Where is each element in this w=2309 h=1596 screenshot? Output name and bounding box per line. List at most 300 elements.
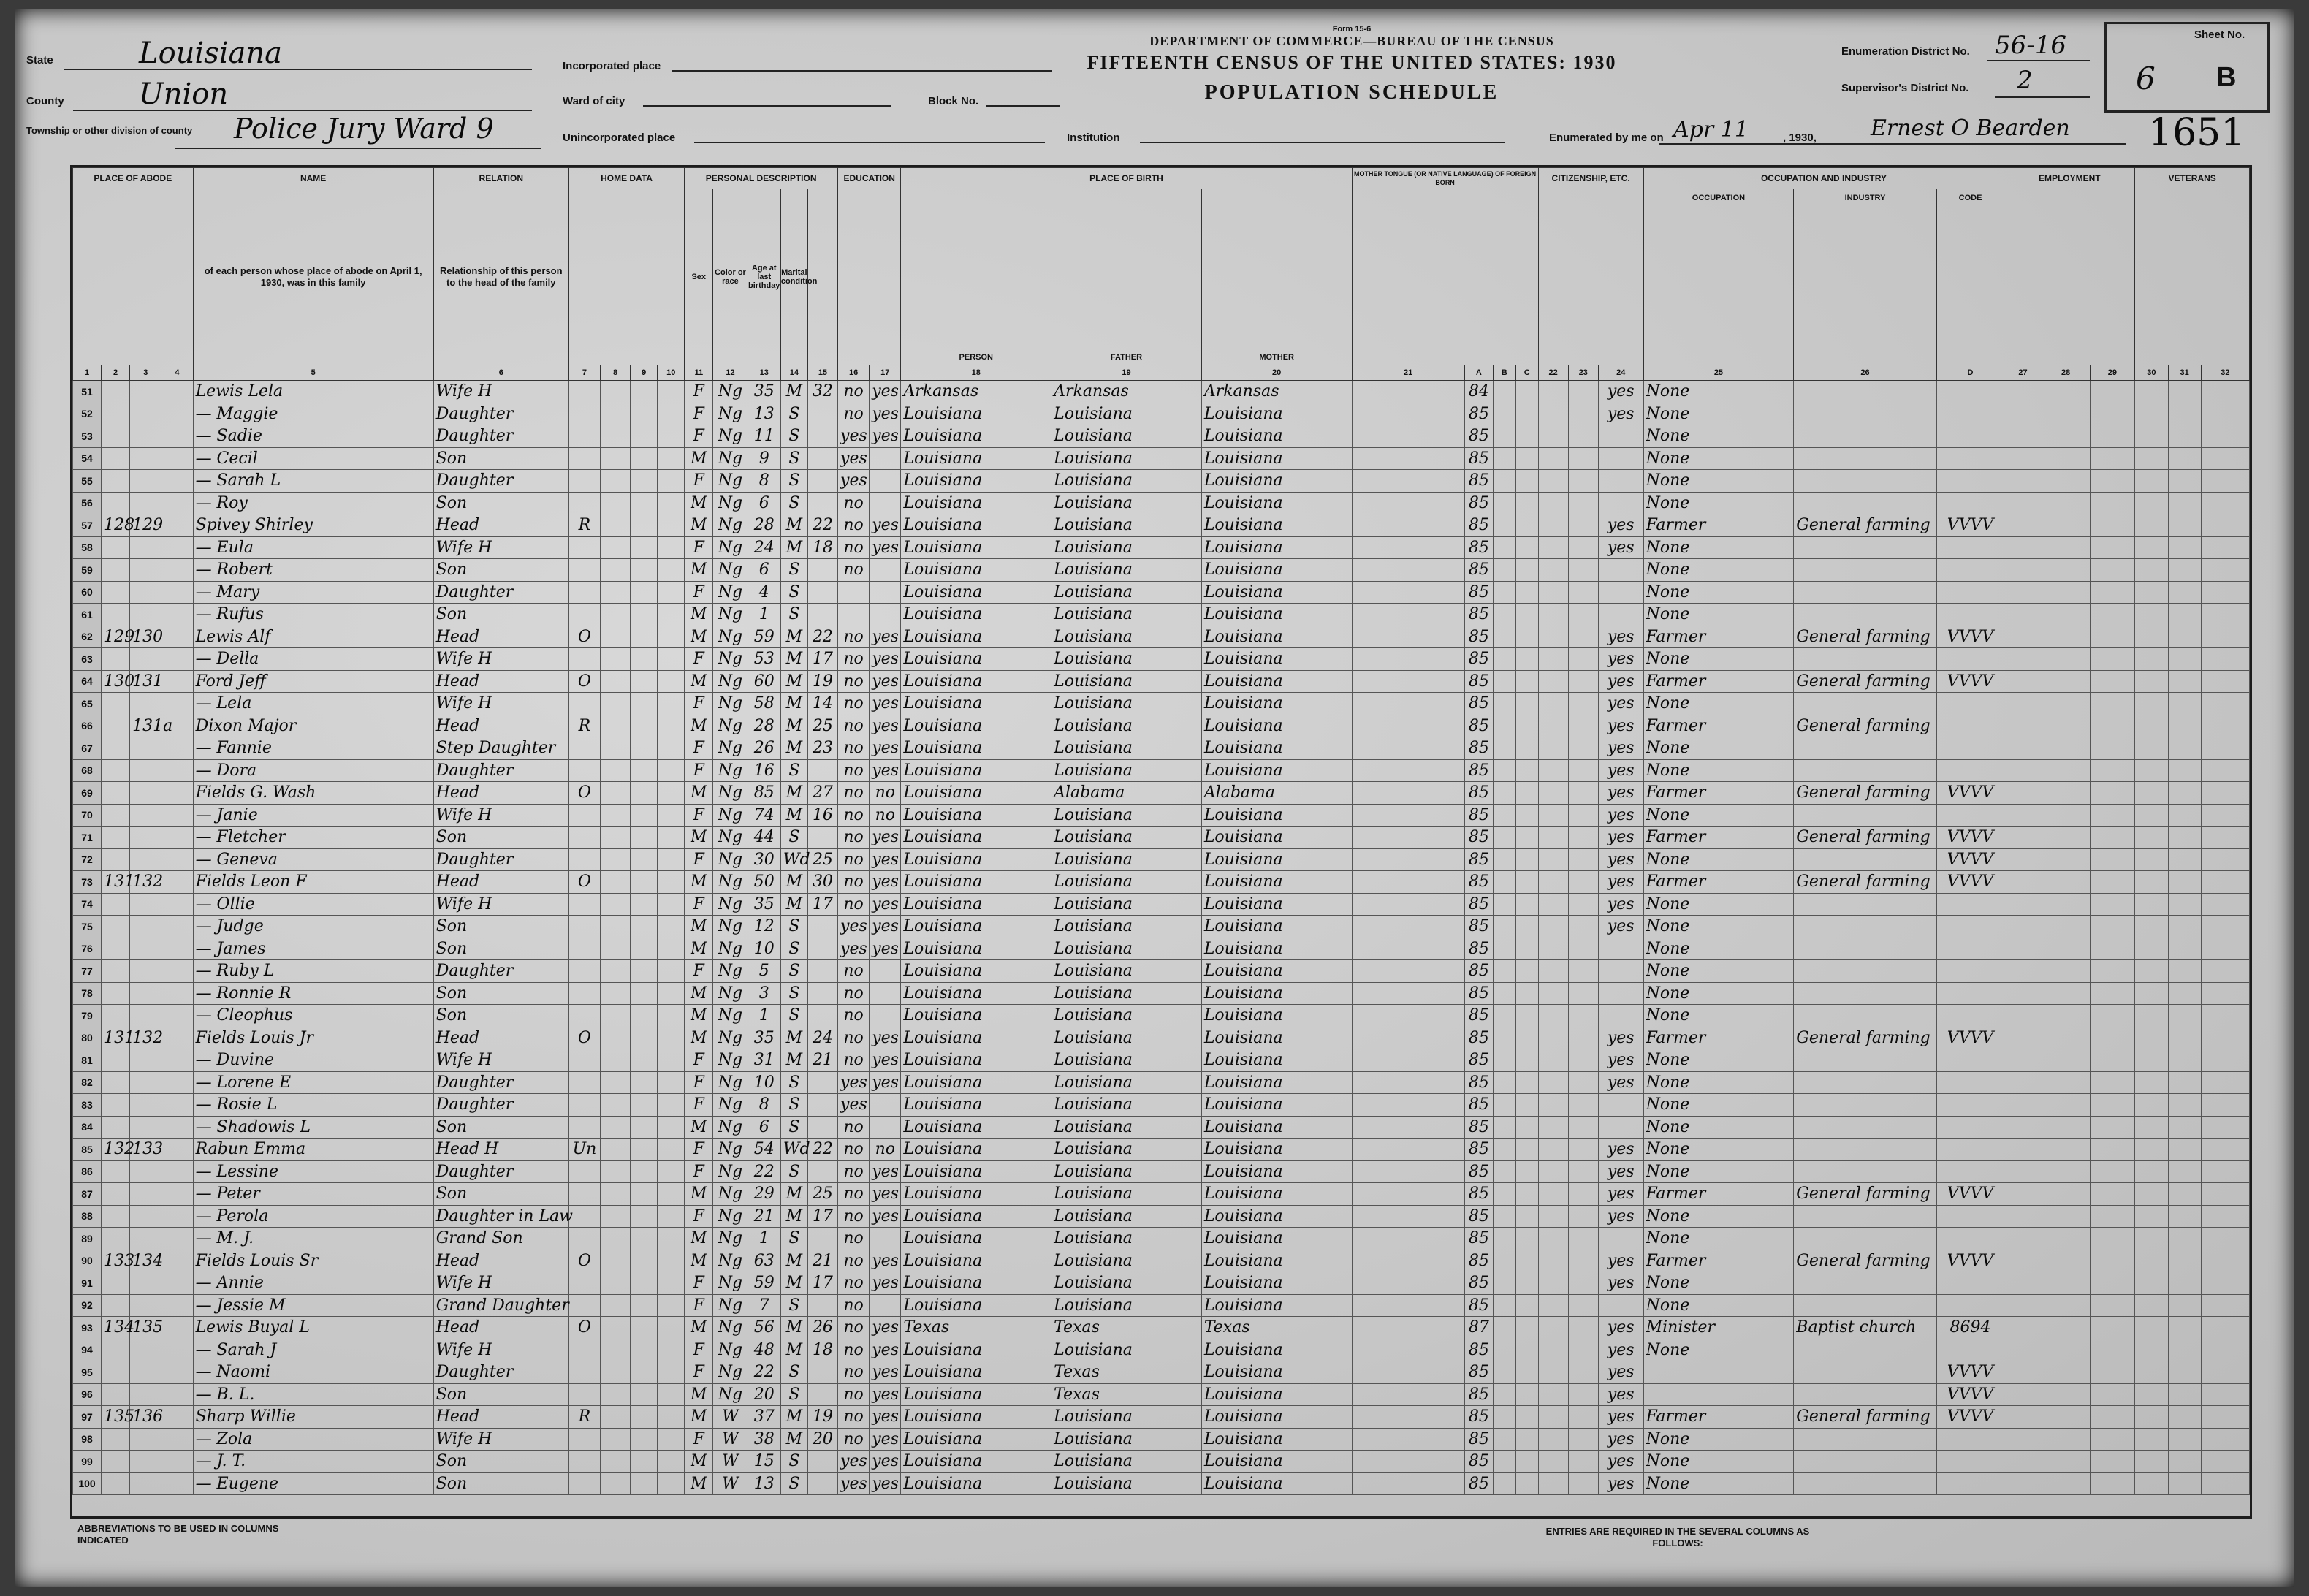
home-tenure: O bbox=[568, 1317, 600, 1340]
empty-cell bbox=[2090, 492, 2135, 514]
empty-cell bbox=[1352, 1205, 1464, 1228]
empty-cell bbox=[2168, 1027, 2201, 1049]
english-speaking: yes bbox=[1598, 626, 1643, 648]
empty-cell bbox=[631, 1228, 658, 1250]
empty-cell bbox=[1515, 1183, 1538, 1206]
industry bbox=[1794, 1071, 1936, 1094]
family-number bbox=[130, 1205, 161, 1228]
table-row bbox=[73, 514, 2250, 537]
age-at-marriage: 26 bbox=[807, 1317, 837, 1340]
marital-status: M bbox=[780, 626, 807, 648]
age-at-marriage: 19 bbox=[807, 1406, 837, 1429]
empty-cell bbox=[2042, 381, 2090, 403]
birthplace-mother: Louisiana bbox=[1201, 559, 1352, 582]
empty-cell bbox=[2168, 536, 2201, 559]
line-number: 90 bbox=[73, 1250, 102, 1272]
can-read-write bbox=[870, 447, 901, 470]
home-tenure: R bbox=[568, 1406, 600, 1429]
empty-cell bbox=[161, 1250, 193, 1272]
sex: M bbox=[685, 670, 713, 693]
sex: F bbox=[685, 960, 713, 983]
person-name: — Annie bbox=[193, 1272, 433, 1295]
home-tenure: O bbox=[568, 871, 600, 894]
empty-cell bbox=[1515, 1205, 1538, 1228]
empty-cell bbox=[631, 470, 658, 493]
empty-cell bbox=[2090, 826, 2135, 849]
race: Ng bbox=[713, 759, 748, 782]
line-number: 65 bbox=[73, 693, 102, 715]
empty-cell bbox=[658, 604, 685, 626]
sex: F bbox=[685, 737, 713, 760]
empty-cell bbox=[1493, 1049, 1515, 1072]
dwelling-number bbox=[102, 559, 130, 582]
empty-cell bbox=[2004, 782, 2042, 805]
empty-cell bbox=[2004, 1228, 2042, 1250]
race: W bbox=[713, 1451, 748, 1473]
can-read-write: yes bbox=[870, 381, 901, 403]
empty-cell bbox=[601, 848, 631, 871]
empty-cell bbox=[2201, 581, 2249, 604]
sex: M bbox=[685, 938, 713, 960]
empty-cell bbox=[2042, 492, 2090, 514]
birthplace-person: Louisiana bbox=[901, 492, 1051, 514]
family-number bbox=[130, 581, 161, 604]
marital-status: S bbox=[780, 960, 807, 983]
birthplace-code: 85 bbox=[1464, 1183, 1493, 1206]
column-number: C bbox=[1515, 365, 1538, 381]
can-read-write: yes bbox=[870, 1361, 901, 1384]
empty-cell bbox=[658, 1406, 685, 1429]
stamp-number: 1651 bbox=[2148, 111, 2245, 155]
relation: Daughter bbox=[433, 1094, 568, 1117]
home-tenure: Un bbox=[568, 1139, 600, 1161]
empty-cell bbox=[1568, 1361, 1598, 1384]
age-at-marriage: 17 bbox=[807, 893, 837, 916]
table-row bbox=[73, 1116, 2250, 1139]
empty-cell bbox=[2004, 893, 2042, 916]
column-number: 10 bbox=[658, 365, 685, 381]
empty-cell bbox=[1538, 1428, 1568, 1451]
empty-cell bbox=[2042, 1183, 2090, 1206]
empty-cell bbox=[601, 871, 631, 894]
person-name: — Perola bbox=[193, 1205, 433, 1228]
race: Ng bbox=[713, 1317, 748, 1340]
table-row bbox=[73, 1339, 2250, 1361]
marital-status: S bbox=[780, 604, 807, 626]
empty-cell bbox=[2135, 536, 2168, 559]
empty-cell bbox=[2042, 916, 2090, 938]
school-attendance: no bbox=[838, 1116, 870, 1139]
relation: Grand Daughter bbox=[433, 1294, 568, 1317]
empty-cell bbox=[1493, 848, 1515, 871]
birthplace-mother: Louisiana bbox=[1201, 1339, 1352, 1361]
birthplace-mother: Louisiana bbox=[1201, 1116, 1352, 1139]
empty-cell bbox=[2168, 916, 2201, 938]
block-label: Block No. bbox=[928, 95, 979, 107]
line-number: 98 bbox=[73, 1428, 102, 1451]
abode-subheaders bbox=[73, 189, 194, 365]
empty-cell bbox=[161, 893, 193, 916]
empty-cell bbox=[601, 1049, 631, 1072]
census-title: FIFTEENTH CENSUS OF THE UNITED STATES: 1930 bbox=[1087, 52, 1617, 73]
group-mother-tongue: MOTHER TONGUE (OR NATIVE LANGUAGE) OF FOREIGN BORN bbox=[1352, 168, 1538, 189]
birthplace-code: 85 bbox=[1464, 1406, 1493, 1429]
table-row bbox=[73, 1049, 2250, 1072]
empty-cell bbox=[2042, 737, 2090, 760]
age: 6 bbox=[748, 1116, 780, 1139]
industry bbox=[1794, 982, 1936, 1005]
relation: Wife H bbox=[433, 893, 568, 916]
table-row bbox=[73, 715, 2250, 737]
dwelling-number bbox=[102, 916, 130, 938]
empty-cell bbox=[1538, 381, 1568, 403]
empty-cell bbox=[2004, 381, 2042, 403]
age-at-marriage: 22 bbox=[807, 514, 837, 537]
school-attendance: no bbox=[838, 893, 870, 916]
home-tenure bbox=[568, 648, 600, 671]
empty-cell bbox=[631, 960, 658, 983]
age-at-marriage bbox=[807, 960, 837, 983]
person-name: — M. J. bbox=[193, 1228, 433, 1250]
enum-district-value: 56-16 bbox=[1995, 31, 2067, 60]
empty-cell bbox=[601, 514, 631, 537]
empty-cell bbox=[631, 1205, 658, 1228]
age-at-marriage: 21 bbox=[807, 1250, 837, 1272]
empty-cell bbox=[2168, 759, 2201, 782]
dwelling-number bbox=[102, 715, 130, 737]
sex: F bbox=[685, 1294, 713, 1317]
empty-cell bbox=[161, 848, 193, 871]
column-number: D bbox=[1936, 365, 2004, 381]
empty-cell bbox=[2004, 1160, 2042, 1183]
empty-cell bbox=[631, 1451, 658, 1473]
empty-cell bbox=[1352, 1428, 1464, 1451]
empty-cell bbox=[1352, 916, 1464, 938]
relation: Son bbox=[433, 826, 568, 849]
english-speaking: yes bbox=[1598, 381, 1643, 403]
age-header: Age at last birthday bbox=[748, 189, 780, 365]
industry bbox=[1794, 1472, 1936, 1495]
relation: Head bbox=[433, 1317, 568, 1340]
person-name: — Sadie bbox=[193, 425, 433, 448]
marital-status: M bbox=[780, 1406, 807, 1429]
person-name: Dixon Major bbox=[193, 715, 433, 737]
birthplace-mother: Alabama bbox=[1201, 782, 1352, 805]
empty-cell bbox=[1538, 1406, 1568, 1429]
sex: F bbox=[685, 470, 713, 493]
empty-cell bbox=[1568, 826, 1598, 849]
marital-status: S bbox=[780, 470, 807, 493]
line-number: 94 bbox=[73, 1339, 102, 1361]
empty-cell bbox=[2201, 1205, 2249, 1228]
age: 16 bbox=[748, 759, 780, 782]
occupation-code bbox=[1936, 1049, 2004, 1072]
empty-cell bbox=[1515, 1094, 1538, 1117]
race: Ng bbox=[713, 604, 748, 626]
race: Ng bbox=[713, 715, 748, 737]
empty-cell bbox=[1352, 381, 1464, 403]
table-row bbox=[73, 470, 2250, 493]
age-at-marriage: 22 bbox=[807, 626, 837, 648]
empty-cell bbox=[161, 1317, 193, 1340]
birthplace-person: Louisiana bbox=[901, 893, 1051, 916]
can-read-write: yes bbox=[870, 1027, 901, 1049]
empty-cell bbox=[1352, 1361, 1464, 1384]
empty-cell bbox=[1493, 1160, 1515, 1183]
relation: Son bbox=[433, 938, 568, 960]
family-number bbox=[130, 1361, 161, 1384]
empty-cell bbox=[658, 1183, 685, 1206]
line-number: 88 bbox=[73, 1205, 102, 1228]
empty-cell bbox=[1352, 1228, 1464, 1250]
person-name: — Robert bbox=[193, 559, 433, 582]
column-number-row bbox=[73, 365, 2250, 381]
can-read-write: no bbox=[870, 804, 901, 826]
dwelling-number bbox=[102, 759, 130, 782]
empty-cell bbox=[1515, 470, 1538, 493]
column-number: 15 bbox=[807, 365, 837, 381]
block-line bbox=[986, 105, 1060, 107]
empty-cell bbox=[631, 916, 658, 938]
marital-status: S bbox=[780, 826, 807, 849]
line-number: 79 bbox=[73, 1005, 102, 1027]
empty-cell bbox=[2135, 1116, 2168, 1139]
empty-cell bbox=[631, 1094, 658, 1117]
age: 85 bbox=[748, 782, 780, 805]
birthplace-person: Louisiana bbox=[901, 1339, 1051, 1361]
empty-cell bbox=[601, 1205, 631, 1228]
birthplace-person: Louisiana bbox=[901, 425, 1051, 448]
empty-cell bbox=[1493, 715, 1515, 737]
empty-cell bbox=[1538, 1183, 1568, 1206]
home-tenure bbox=[568, 938, 600, 960]
age-at-marriage: 14 bbox=[807, 693, 837, 715]
empty-cell bbox=[631, 1294, 658, 1317]
marital-status: S bbox=[780, 403, 807, 425]
dwelling-number bbox=[102, 1183, 130, 1206]
relation: Grand Son bbox=[433, 1228, 568, 1250]
empty-cell bbox=[2042, 960, 2090, 983]
birthplace-person: Louisiana bbox=[901, 1027, 1051, 1049]
can-read-write: yes bbox=[870, 1160, 901, 1183]
empty-cell bbox=[2042, 536, 2090, 559]
empty-cell bbox=[1493, 648, 1515, 671]
group-employment: EMPLOYMENT bbox=[2004, 168, 2135, 189]
empty-cell bbox=[601, 1094, 631, 1117]
age-at-marriage: 17 bbox=[807, 1272, 837, 1295]
birthplace-father: Arkansas bbox=[1051, 381, 1202, 403]
empty-cell bbox=[2201, 893, 2249, 916]
industry bbox=[1794, 960, 1936, 983]
empty-cell bbox=[2135, 1428, 2168, 1451]
relation: Wife H bbox=[433, 804, 568, 826]
can-read-write bbox=[870, 960, 901, 983]
age: 8 bbox=[748, 1094, 780, 1117]
empty-cell bbox=[2004, 1272, 2042, 1295]
column-number: 23 bbox=[1568, 365, 1598, 381]
empty-cell bbox=[631, 381, 658, 403]
occupation: None bbox=[1643, 581, 1794, 604]
person-name: — Jessie M bbox=[193, 1294, 433, 1317]
supervisor-value: 2 bbox=[2017, 66, 2033, 95]
empty-cell bbox=[2042, 1361, 2090, 1384]
empty-cell bbox=[161, 1428, 193, 1451]
schedule-table bbox=[72, 167, 2250, 1495]
column-number: 18 bbox=[901, 365, 1051, 381]
empty-cell bbox=[2042, 1005, 2090, 1027]
age-at-marriage bbox=[807, 403, 837, 425]
birthplace-mother: Louisiana bbox=[1201, 759, 1352, 782]
empty-cell bbox=[161, 938, 193, 960]
birthplace-father: Louisiana bbox=[1051, 693, 1202, 715]
empty-cell bbox=[1352, 693, 1464, 715]
home-tenure: R bbox=[568, 514, 600, 537]
dwelling-number bbox=[102, 1383, 130, 1406]
occupation-code bbox=[1936, 715, 2004, 737]
can-read-write bbox=[870, 559, 901, 582]
industry bbox=[1794, 581, 1936, 604]
line-number: 67 bbox=[73, 737, 102, 760]
empty-cell bbox=[631, 1183, 658, 1206]
empty-cell bbox=[1515, 626, 1538, 648]
birthplace-mother: Louisiana bbox=[1201, 670, 1352, 693]
industry bbox=[1794, 1005, 1936, 1027]
empty-cell bbox=[1515, 1472, 1538, 1495]
empty-cell bbox=[1568, 604, 1598, 626]
english-speaking: yes bbox=[1598, 403, 1643, 425]
english-speaking: yes bbox=[1598, 1406, 1643, 1429]
industry bbox=[1794, 1139, 1936, 1161]
home-tenure bbox=[568, 1361, 600, 1384]
can-read-write: yes bbox=[870, 871, 901, 894]
birthplace-code: 85 bbox=[1464, 938, 1493, 960]
age: 6 bbox=[748, 492, 780, 514]
empty-cell bbox=[631, 425, 658, 448]
empty-cell bbox=[2168, 1472, 2201, 1495]
birthplace-father: Louisiana bbox=[1051, 737, 1202, 760]
birthplace-person: Louisiana bbox=[901, 1071, 1051, 1094]
empty-cell bbox=[2004, 403, 2042, 425]
sex: F bbox=[685, 1139, 713, 1161]
age: 50 bbox=[748, 871, 780, 894]
empty-cell bbox=[1352, 559, 1464, 582]
empty-cell bbox=[2201, 715, 2249, 737]
empty-cell bbox=[2004, 648, 2042, 671]
empty-cell bbox=[161, 1406, 193, 1429]
race: Ng bbox=[713, 1250, 748, 1272]
empty-cell bbox=[658, 804, 685, 826]
empty-cell bbox=[1515, 1383, 1538, 1406]
occupation: None bbox=[1643, 848, 1794, 871]
age: 35 bbox=[748, 893, 780, 916]
school-attendance: no bbox=[838, 1049, 870, 1072]
can-read-write: yes bbox=[870, 737, 901, 760]
empty-cell bbox=[1493, 403, 1515, 425]
birthplace-father: Louisiana bbox=[1051, 1339, 1202, 1361]
empty-cell bbox=[2201, 447, 2249, 470]
empty-cell bbox=[601, 1160, 631, 1183]
empty-cell bbox=[1352, 1339, 1464, 1361]
empty-cell bbox=[2004, 1205, 2042, 1228]
birthplace-mother: Louisiana bbox=[1201, 1294, 1352, 1317]
english-speaking: yes bbox=[1598, 1205, 1643, 1228]
table-row bbox=[73, 1361, 2250, 1384]
empty-cell bbox=[161, 826, 193, 849]
empty-cell bbox=[2201, 1428, 2249, 1451]
empty-cell bbox=[2042, 782, 2090, 805]
empty-cell bbox=[2042, 893, 2090, 916]
township-label: Township or other division of county bbox=[26, 125, 193, 136]
age-at-marriage bbox=[807, 938, 837, 960]
empty-cell bbox=[658, 1250, 685, 1272]
column-number: 13 bbox=[748, 365, 780, 381]
family-number: 134 bbox=[130, 1250, 161, 1272]
empty-cell bbox=[1493, 1339, 1515, 1361]
family-number bbox=[130, 1160, 161, 1183]
empty-cell bbox=[2090, 693, 2135, 715]
birthplace-father: Louisiana bbox=[1051, 1205, 1202, 1228]
relation: Wife H bbox=[433, 1049, 568, 1072]
empty-cell bbox=[1538, 492, 1568, 514]
person-name: Lewis Lela bbox=[193, 381, 433, 403]
empty-cell bbox=[2168, 1406, 2201, 1429]
empty-cell bbox=[2042, 648, 2090, 671]
empty-cell bbox=[1538, 1317, 1568, 1340]
table-row bbox=[73, 581, 2250, 604]
industry bbox=[1794, 470, 1936, 493]
race: Ng bbox=[713, 492, 748, 514]
occupation: Farmer bbox=[1643, 670, 1794, 693]
column-number: 30 bbox=[2135, 365, 2168, 381]
empty-cell bbox=[2168, 1183, 2201, 1206]
english-speaking bbox=[1598, 938, 1643, 960]
empty-cell bbox=[1538, 1116, 1568, 1139]
age-at-marriage bbox=[807, 982, 837, 1005]
family-number bbox=[130, 1294, 161, 1317]
school-attendance: yes bbox=[838, 916, 870, 938]
empty-cell bbox=[2090, 916, 2135, 938]
birthplace-mother: Louisiana bbox=[1201, 403, 1352, 425]
english-speaking: yes bbox=[1598, 1071, 1643, 1094]
empty-cell bbox=[1568, 1406, 1598, 1429]
sex: F bbox=[685, 1339, 713, 1361]
empty-cell bbox=[631, 1383, 658, 1406]
person-name: — Ollie bbox=[193, 893, 433, 916]
empty-cell bbox=[2042, 514, 2090, 537]
empty-cell bbox=[2168, 470, 2201, 493]
person-name: — Eugene bbox=[193, 1472, 433, 1495]
family-number: 129 bbox=[130, 514, 161, 537]
empty-cell bbox=[1538, 1451, 1568, 1473]
home-tenure bbox=[568, 1049, 600, 1072]
empty-cell bbox=[658, 1317, 685, 1340]
dwelling-number bbox=[102, 693, 130, 715]
occupation: None bbox=[1643, 536, 1794, 559]
race: Ng bbox=[713, 1272, 748, 1295]
birthplace-person: Texas bbox=[901, 1317, 1051, 1340]
empty-cell bbox=[658, 759, 685, 782]
birthplace-code: 85 bbox=[1464, 693, 1493, 715]
empty-cell bbox=[1515, 447, 1538, 470]
empty-cell bbox=[1515, 1160, 1538, 1183]
empty-cell bbox=[1515, 1250, 1538, 1272]
empty-cell bbox=[2168, 1071, 2201, 1094]
empty-cell bbox=[658, 581, 685, 604]
occupation: None bbox=[1643, 960, 1794, 983]
empty-cell bbox=[2042, 1027, 2090, 1049]
person-name: Spivey Shirley bbox=[193, 514, 433, 537]
can-read-write bbox=[870, 1228, 901, 1250]
